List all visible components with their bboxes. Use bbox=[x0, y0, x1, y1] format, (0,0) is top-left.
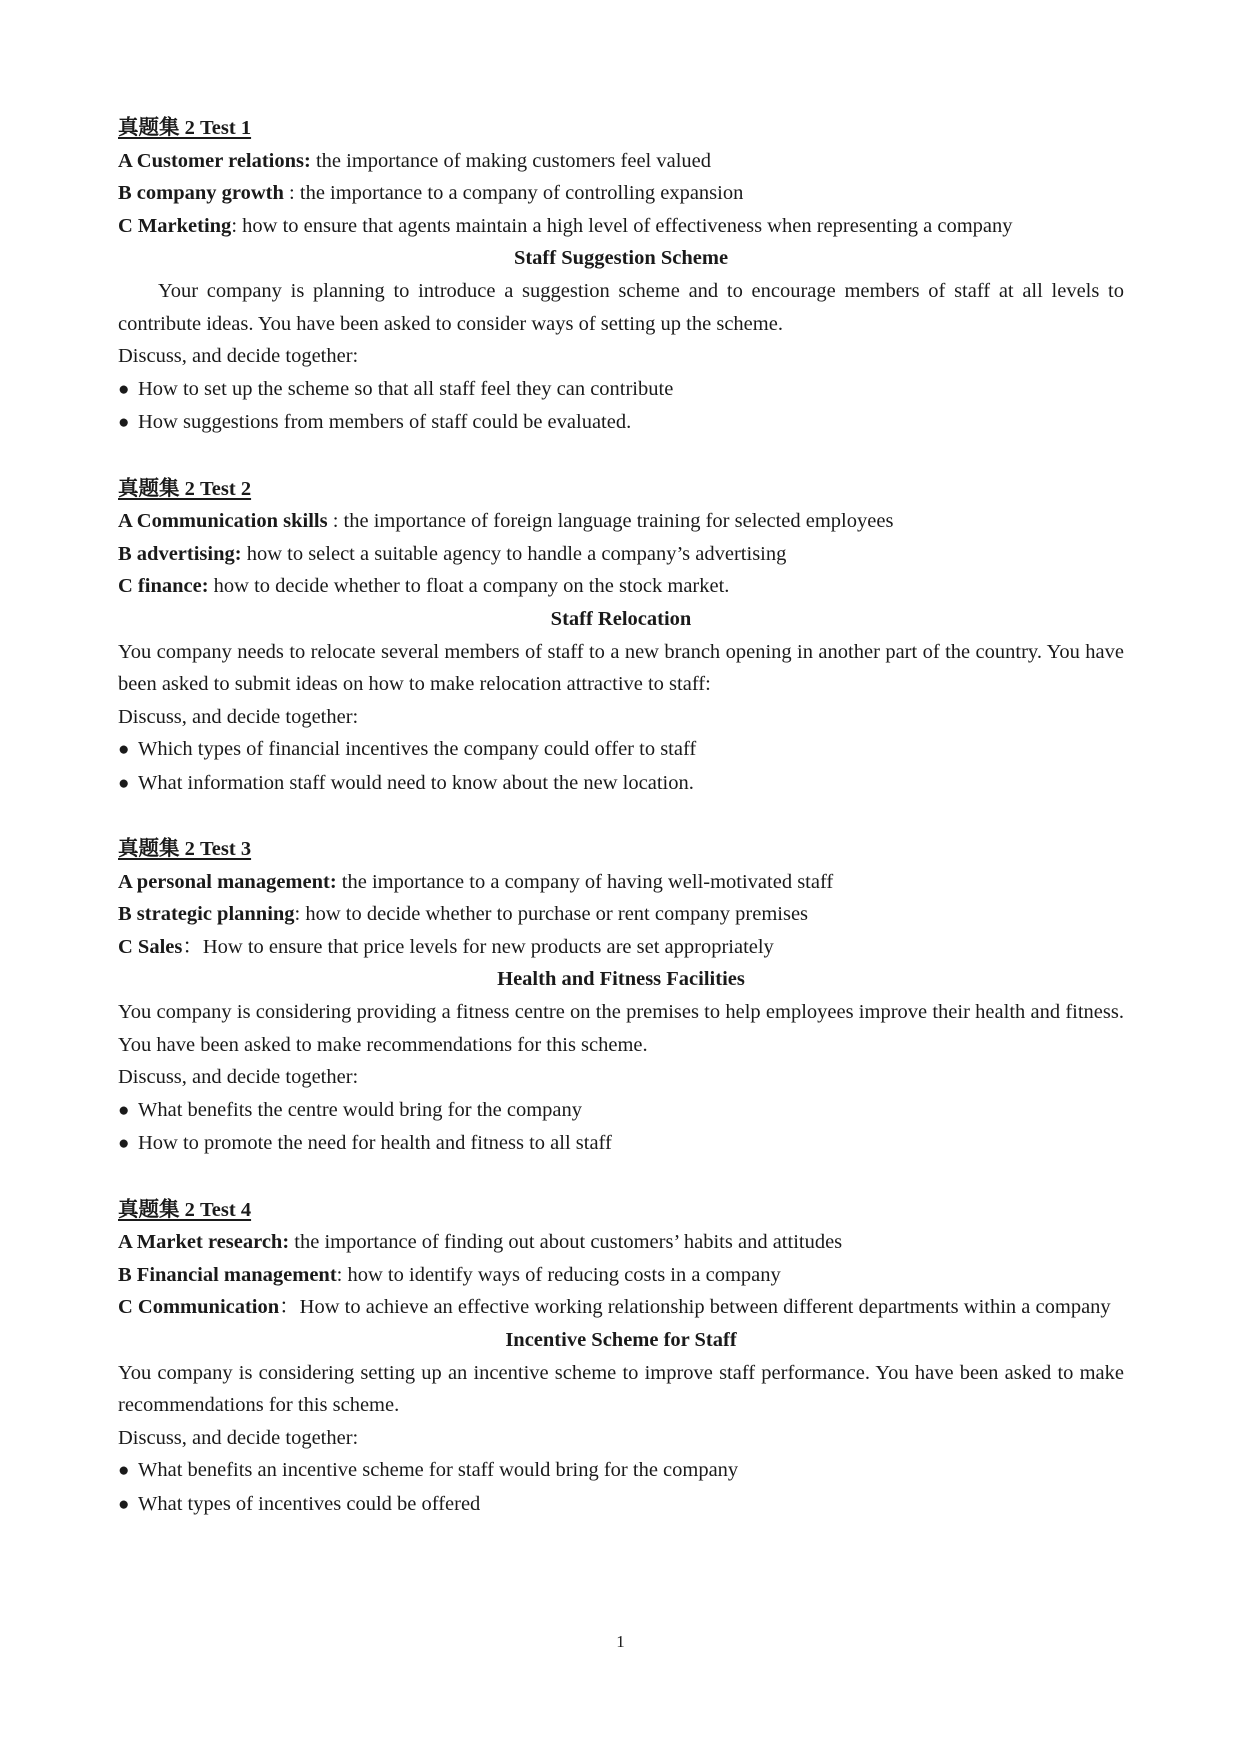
bullet-icon: ● bbox=[118, 378, 130, 400]
test-heading: 真题集 2 Test 2 bbox=[118, 477, 252, 500]
option-text: the importance of making customers feel valued bbox=[310, 149, 712, 172]
bullet-icon: ● bbox=[118, 1133, 130, 1155]
test-heading: 真题集 2 Test 1 bbox=[118, 117, 252, 139]
option-text: the importance of finding out about customers’ habits and attitudes bbox=[289, 1231, 843, 1254]
option-label: B strategic planning bbox=[118, 903, 295, 926]
bullet-text: What benefits the centre would bring for the company bbox=[138, 1098, 583, 1121]
option-label: C Communication bbox=[118, 1296, 280, 1319]
scenario-paragraph: You company is considering providing a fitness centre on the premises to help employees improve their health and fitness. You have been asked to make recommendations for this scheme. bbox=[118, 1001, 1124, 1056]
bullet-item bbox=[118, 733, 1124, 767]
option-a bbox=[118, 1226, 1124, 1259]
option-text: : how to ensure that agents maintain a high level of effectiveness when representing a company bbox=[231, 214, 1013, 237]
option-label: A Communication skills bbox=[118, 510, 328, 533]
option-text: : the importance to a company of controlling expansion bbox=[283, 182, 744, 205]
bullet-icon: ● bbox=[118, 1460, 130, 1482]
option-label: A Customer relations: bbox=[118, 149, 311, 172]
scenario-paragraph: Your company is planning to introduce a suggestion scheme and to encourage members of staff at all levels to contribute ideas. You have been asked to consider ways of setting up the scheme. bbox=[118, 279, 1124, 335]
option-text: how to select a suitable agency to handle a company’s advertising bbox=[241, 542, 787, 565]
option-text: how to decide whether to float a company on the stock market. bbox=[208, 575, 730, 598]
test-section-2 bbox=[118, 473, 1124, 801]
test-section-1 bbox=[118, 112, 1124, 440]
option-c bbox=[118, 210, 1124, 243]
bullet-icon: ● bbox=[118, 739, 130, 761]
discuss-instruction: Discuss, and decide together: bbox=[118, 1066, 359, 1089]
scenario-paragraph: You company is considering setting up an incentive scheme to improve staff performance. You have been asked to make recommendations for this scheme. bbox=[118, 1361, 1124, 1417]
option-a bbox=[118, 145, 1124, 178]
option-label: A Market research: bbox=[118, 1231, 290, 1254]
option-text: ：How to ensure that price levels for new products are set appropriately bbox=[182, 935, 774, 958]
bullet-text: How suggestions from members of staff could be evaluated. bbox=[138, 411, 632, 434]
bullet-text: What information staff would need to know about the new location. bbox=[138, 771, 694, 794]
option-b bbox=[118, 538, 1124, 571]
page-number: 1 bbox=[616, 1632, 625, 1651]
option-label: C Marketing bbox=[118, 214, 232, 237]
bullet-item bbox=[118, 406, 1124, 440]
bullet-icon: ● bbox=[118, 1099, 130, 1121]
bullet-text: What benefits an incentive scheme for staff would bring for the company bbox=[138, 1459, 739, 1482]
bullet-icon: ● bbox=[118, 1493, 130, 1515]
discuss-instruction: Discuss, and decide together: bbox=[118, 1426, 359, 1449]
option-label: B Financial management bbox=[118, 1263, 337, 1286]
scenario-title: Staff Relocation bbox=[550, 607, 692, 630]
option-c bbox=[118, 931, 1124, 964]
bullet-item bbox=[118, 1488, 1124, 1522]
option-label: C Sales bbox=[118, 935, 183, 958]
option-c bbox=[118, 570, 1124, 603]
bullet-item bbox=[118, 1454, 1124, 1488]
test-heading: 真题集 2 Test 3 bbox=[118, 838, 252, 861]
option-text: the importance to a company of having well-motivated staff bbox=[336, 870, 834, 893]
option-a bbox=[118, 866, 1124, 899]
bullet-item bbox=[118, 1127, 1124, 1161]
test-section-3 bbox=[118, 833, 1124, 1161]
option-text: : the importance of foreign language training for selected employees bbox=[327, 510, 894, 533]
option-b bbox=[118, 177, 1124, 210]
bullet-icon: ● bbox=[118, 772, 130, 794]
scenario-title: Health and Fitness Facilities bbox=[497, 968, 745, 991]
discuss-instruction: Discuss, and decide together: bbox=[118, 345, 359, 368]
discuss-instruction: Discuss, and decide together: bbox=[118, 705, 359, 728]
bullet-text: How to promote the need for health and fitness to all staff bbox=[138, 1132, 612, 1155]
test-heading: 真题集 2 Test 4 bbox=[118, 1198, 252, 1221]
option-a bbox=[118, 505, 1124, 538]
option-b bbox=[118, 1259, 1124, 1292]
option-text: ：How to achieve an effective working relationship between different departments within a company bbox=[279, 1296, 1111, 1319]
option-label: C finance: bbox=[118, 575, 209, 598]
bullet-item bbox=[118, 1094, 1124, 1128]
scenario-paragraph: You company needs to relocate several members of staff to a new branch opening in another part of the country. You have been asked to submit ideas on how to make relocation attractive to staff: bbox=[118, 640, 1124, 696]
scenario-title: Incentive Scheme for Staff bbox=[505, 1328, 737, 1351]
bullet-text: Which types of financial incentives the company could offer to staff bbox=[138, 738, 697, 761]
option-label: B company growth bbox=[118, 182, 284, 205]
option-label: A personal management: bbox=[118, 870, 337, 893]
bullet-icon: ● bbox=[118, 412, 130, 434]
option-text: : how to decide whether to purchase or rent company premises bbox=[294, 903, 809, 926]
option-c bbox=[118, 1291, 1124, 1324]
document-content bbox=[118, 112, 1124, 1522]
option-label: B advertising: bbox=[118, 542, 242, 565]
option-text: : how to identify ways of reducing costs in a company bbox=[336, 1263, 781, 1286]
bullet-item bbox=[118, 767, 1124, 801]
scenario-title: Staff Suggestion Scheme bbox=[513, 247, 729, 270]
bullet-text: How to set up the scheme so that all staff feel they can contribute bbox=[138, 377, 674, 400]
option-b bbox=[118, 898, 1124, 931]
bullet-text: What types of incentives could be offered bbox=[138, 1492, 481, 1515]
bullet-item bbox=[118, 373, 1124, 407]
test-section-4 bbox=[118, 1194, 1124, 1522]
